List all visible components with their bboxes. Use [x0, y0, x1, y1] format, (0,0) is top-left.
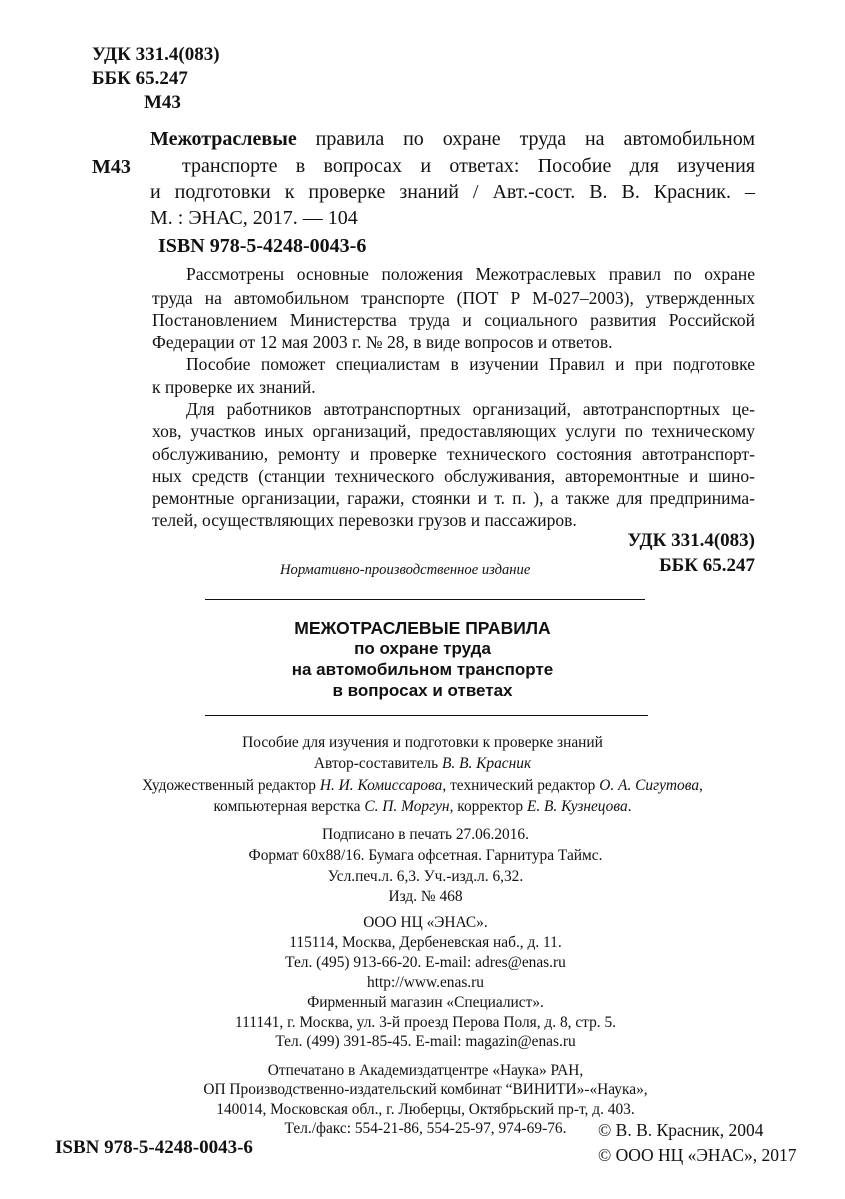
- book-title-line-1: МЕЖОТРАСЛЕВЫЕ ПРАВИЛА: [294, 618, 551, 638]
- print-info-line: Формат 60х88/16. Бумага офсетная. Гарнитура Таймс.: [248, 847, 603, 864]
- biblio-line-3: и подготовки к проверке знаний / Авт.-сост. В. В. Красник. –: [150, 181, 755, 203]
- author-name: В. В. Красник: [441, 755, 532, 772]
- copyright-author: © В. В. Красник, 2004: [598, 1120, 764, 1140]
- edition-type: Нормативно-производственное издание: [280, 562, 531, 578]
- bbk-code-top: ББК 65.247: [92, 68, 188, 89]
- printer-line: 140014, Московская обл., г. Люберцы, Октябрьский пр-т, д. 403.: [216, 1101, 635, 1118]
- annotation-line: обслуживанию, ремонту и проверке технического состояния автотранспорт-: [152, 444, 755, 464]
- udk-code-top: УДК 331.4(083): [92, 44, 220, 65]
- annotation-line: Рассмотрены основные положения Межотраслевых правил по охране: [186, 264, 755, 284]
- annotation-line: ремонтные организации, гаражи, стоянки и т. п. ), а также для предпринима-: [152, 488, 755, 508]
- publisher-line: ООО НЦ «ЭНАС».: [363, 914, 488, 931]
- biblio-line-4: М. : ЭНАС, 2017. — 104: [150, 207, 358, 229]
- book-title-line-2: по охране труда: [354, 639, 491, 658]
- printer-line: Тел./факс: 554-21-86, 554-25-97, 974-69-76.: [284, 1120, 567, 1137]
- print-info-line: Усл.печ.л. 6,3. Уч.-изд.л. 6,32.: [327, 868, 524, 885]
- publisher-line: 111141, г. Москва, ул. 3-й проезд Перова Поля, д. 8, стр. 5.: [234, 1014, 617, 1031]
- book-title-line-4: в вопросах и ответах: [332, 681, 513, 700]
- annotation-line: Пособие поможет специалистам в изучении Правил и при подготовке: [186, 354, 755, 374]
- author-mark-side: М43: [92, 156, 131, 178]
- annotation-line: ных средств (станции технического обслуживания, авторемонтные и шино-: [152, 466, 755, 486]
- annotation-line: к проверке их знаний.: [152, 377, 316, 397]
- biblio-line-2: транспорте в вопросах и ответах: Пособие для изучения: [182, 155, 755, 177]
- printer-line: Отпечатано в Академиздатцентре «Наука» РАН,: [267, 1062, 584, 1079]
- publisher-line: Фирменный магазин «Специалист».: [307, 994, 544, 1011]
- layout-proof-line: компьютерная верстка С. П. Моргун, корректор Е. В. Кузнецова.: [213, 798, 632, 815]
- annotation-line: труда на автомобильном транспорте (ПОТ Р М-027–2003), утвержденных: [152, 288, 755, 308]
- publisher-line: 115114, Москва, Дербеневская наб., д. 11.: [289, 934, 562, 951]
- annotation-line: телей, осуществляющих перевозки грузов и пассажиров.: [152, 510, 577, 530]
- book-title-line-3: на автомобильном транспорте: [291, 660, 554, 679]
- bbk-code-right: ББК 65.247: [659, 555, 755, 576]
- print-info-line: Подписано в печать 27.06.2016.: [322, 826, 529, 843]
- print-info-line: Изд. № 468: [388, 888, 463, 905]
- author-line: Автор-составитель В. В. Красник: [313, 755, 532, 772]
- editors-line: Художественный редактор Н. И. Комиссарова, технический редактор О. А. Сигутова,: [142, 777, 703, 794]
- title-top-rule: [205, 599, 645, 600]
- annotation-line: Федерации от 12 мая 2003 г. № 28, в виде вопросов и ответов.: [152, 332, 613, 352]
- author-mark-top: М43: [144, 92, 181, 113]
- publisher-line: Тел. (495) 913-66-20. E-mail: adres@enas.ru: [285, 954, 566, 971]
- printer-line: ОП Производственно-издательский комбинат “ВИНИТИ»-«Наука»,: [203, 1081, 648, 1098]
- annotation-line: хов, участков иных организаций, предоставляющих услуги по техническому: [152, 421, 755, 441]
- title-bottom-rule: [205, 715, 648, 716]
- annotation-line: Для работников автотранспортных организаций, автотранспортных це-: [186, 399, 755, 419]
- annotation-line: Постановлением Министерства труда и социального развития Российской: [152, 310, 755, 330]
- biblio-title-bold: Межотраслевые: [150, 128, 297, 150]
- book-subtitle: Пособие для изучения и подготовки к проверке знаний: [242, 734, 603, 751]
- publisher-line: http://www.enas.ru: [367, 974, 484, 991]
- udk-code-right: УДК 331.4(083): [627, 530, 755, 551]
- publisher-line: Тел. (499) 391-85-45. E-mail: magazin@enas.ru: [275, 1033, 576, 1050]
- footer-isbn: ISBN 978-5-4248-0043-6: [55, 1137, 253, 1158]
- biblio-line-1: Межотраслевые правила по охране труда на автомобильном: [150, 128, 756, 150]
- biblio-isbn: ISBN 978-5-4248-0043-6: [158, 235, 367, 257]
- copyright-publisher: © ООО НЦ «ЭНАС», 2017: [598, 1145, 797, 1165]
